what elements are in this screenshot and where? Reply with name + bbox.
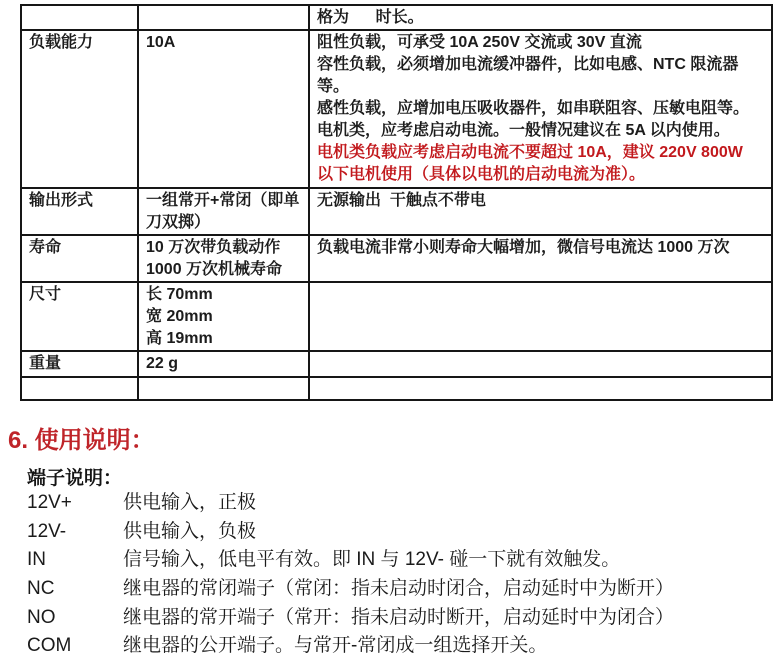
table-row-dimensions xyxy=(21,282,772,351)
table-row-load-capacity xyxy=(21,30,772,188)
continuation-text: 格为 时长。 xyxy=(317,9,424,26)
terminal-desc: 供电输入，负极 xyxy=(123,520,257,542)
terminal-row xyxy=(27,546,674,575)
output-desc: 无源输出 干触点不带电 xyxy=(317,192,486,209)
section-heading-usage: 6. 使用说明： xyxy=(8,427,155,454)
size-label: 尺寸 xyxy=(29,286,62,303)
terminal-row xyxy=(27,518,674,547)
table-row-output-form xyxy=(21,188,772,235)
cell-output-label xyxy=(21,188,138,235)
load-desc-line: 等。 xyxy=(317,78,350,95)
cell-output-description xyxy=(309,188,772,235)
cell-empty xyxy=(138,5,309,30)
cell-empty xyxy=(309,351,772,377)
load-desc-line: 感性负载，应增加电压吸收器件，如串联阻容、压敏电阻等。 xyxy=(317,100,750,117)
cell-life-value xyxy=(138,235,309,282)
cell-empty xyxy=(21,5,138,30)
life-value-line: 1000 万次机械寿命 xyxy=(146,261,283,278)
terminal-row xyxy=(27,489,674,518)
load-warning-line: 电机类负载应考虑启动电流不要超过 10A，建议 220V 800W xyxy=(317,144,743,161)
terminal-desc: 继电器的常闭端子（常闭：指未启动时闭合，启动延时中为断开） xyxy=(123,578,675,600)
cell-life-description xyxy=(309,235,772,282)
cell-empty xyxy=(21,377,138,400)
terminal-name: 12V+ xyxy=(27,492,72,513)
cell-size-label xyxy=(21,282,138,351)
terminal-name: 12V- xyxy=(27,520,67,542)
table-row-weight xyxy=(21,351,772,377)
life-value-line: 10 万次带负载动作 xyxy=(146,239,281,256)
output-label: 输出形式 xyxy=(29,192,94,209)
terminal-desc: 继电器的常开端子（常开：指未启动时断开，启动延时中为闭合） xyxy=(123,606,675,628)
subheading-terminal-description: 端子说明： xyxy=(27,468,123,489)
cell-empty xyxy=(309,377,772,400)
terminal-row xyxy=(27,632,674,661)
cell-load-description xyxy=(309,30,772,188)
cell-load-label xyxy=(21,30,138,188)
cell-size-value xyxy=(138,282,309,351)
output-value-line: 一组常开+常闭（即单 xyxy=(146,192,300,209)
output-value-line: 刀双掷） xyxy=(146,214,211,231)
life-label: 寿命 xyxy=(29,239,62,256)
load-desc-line: 容性负载，必须增加电流缓冲器件，比如电感、NTC 限流器 xyxy=(317,56,739,73)
cell-empty xyxy=(309,282,772,351)
table-row-empty xyxy=(21,377,772,400)
load-label: 负载能力 xyxy=(29,34,94,51)
terminal-row xyxy=(27,575,674,604)
spec-table xyxy=(20,4,773,401)
load-desc-line: 电机类，应考虑启动电流。一般情况建议在 5A 以内使用。 xyxy=(317,122,730,139)
load-value: 10A xyxy=(146,34,176,51)
terminal-row xyxy=(27,604,674,633)
terminal-name: NC xyxy=(27,578,55,600)
cell-empty xyxy=(138,377,309,400)
size-value-line: 高 19mm xyxy=(146,330,213,347)
size-value-line: 宽 20mm xyxy=(146,308,213,325)
terminal-desc: 信号输入，低电平有效。即 IN 与 12V- 碰一下就有效触发。 xyxy=(123,549,621,571)
cell-life-label xyxy=(21,235,138,282)
cell-continuation-text xyxy=(309,5,772,30)
terminal-name: IN xyxy=(27,549,46,571)
weight-value: 22 g xyxy=(146,355,179,372)
weight-label: 重量 xyxy=(29,355,62,372)
terminal-name: COM xyxy=(27,635,72,657)
size-value-line: 长 70mm xyxy=(146,286,213,303)
life-desc: 负载电流非常小则寿命大幅增加，微信号电流达 1000 万次 xyxy=(317,239,730,256)
load-warning-line: 以下电机使用（具体以电机的启动电流为准）。 xyxy=(317,166,646,183)
cell-weight-value xyxy=(138,351,309,377)
terminal-name: NO xyxy=(27,606,56,628)
terminal-desc: 供电输入，正极 xyxy=(123,492,257,513)
cell-load-value xyxy=(138,30,309,188)
terminal-list xyxy=(27,489,674,661)
load-desc-line: 阻性负载，可承受 10A 250V 交流或 30V 直流 xyxy=(317,34,642,51)
table-row-continuation xyxy=(21,5,772,30)
terminal-desc: 继电器的公开端子。与常开-常闭成一组选择开关。 xyxy=(123,635,548,657)
cell-output-value xyxy=(138,188,309,235)
table-row-lifespan xyxy=(21,235,772,282)
cell-weight-label xyxy=(21,351,138,377)
